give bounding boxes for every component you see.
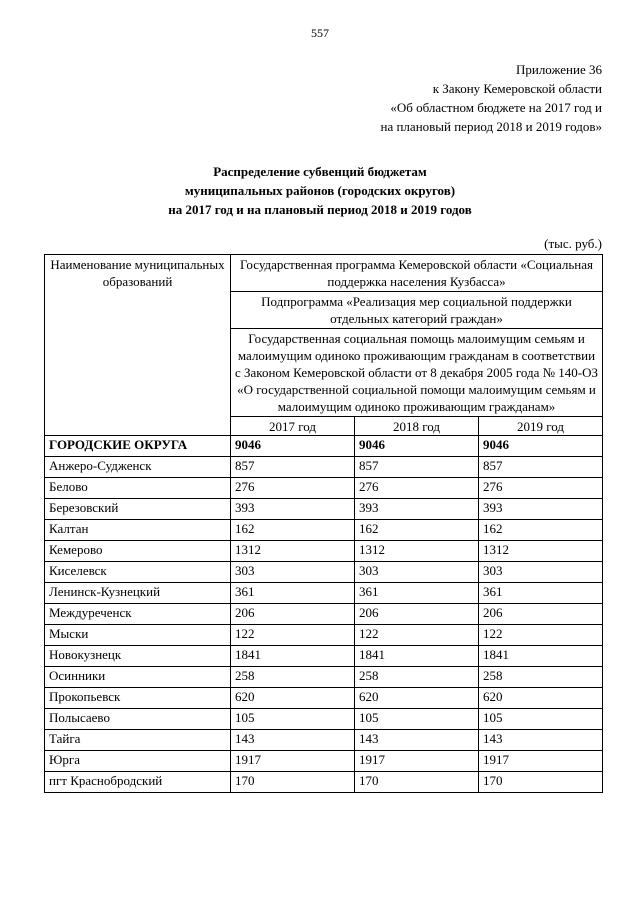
value-2019: 105 [479,709,603,730]
value-2017: 303 [231,562,355,583]
value-2019: 122 [479,625,603,646]
value-2018: 143 [355,730,479,751]
municipality-name: ГОРОДСКИЕ ОКРУГА [45,436,231,457]
subsidy-table [44,254,603,793]
value-2018: 620 [355,688,479,709]
value-2017: 1917 [231,751,355,772]
appendix-reference [381,60,603,136]
value-2019: 170 [479,772,603,793]
value-2019: 620 [479,688,603,709]
value-2017: 206 [231,604,355,625]
value-2017: 105 [231,709,355,730]
value-2018: 276 [355,478,479,499]
value-2019: 258 [479,667,603,688]
value-2018: 361 [355,583,479,604]
value-2019: 9046 [479,436,603,457]
value-2017: 276 [231,478,355,499]
column-header-2017: 2017 год [231,417,355,436]
municipality-name: Междуреченск [45,604,231,625]
page-number: 557 [311,26,329,40]
title-line: на 2017 год и на плановый период 2018 и 2019 годов [168,202,472,217]
column-header-municipality: Наименование муниципальных образований [45,255,231,436]
table-row [45,646,603,667]
value-2018: 162 [355,520,479,541]
title-line: муниципальных районов (городских округов) [184,183,456,198]
value-2019: 303 [479,562,603,583]
value-2019: 857 [479,457,603,478]
table-row [45,604,603,625]
table-row [45,772,603,793]
municipality-name: Березовский [45,499,231,520]
table-row [45,688,603,709]
value-2017: 857 [231,457,355,478]
header-subprogram: Подпрограмма «Реализация мер социальной поддержки отдельных категорий граждан» [231,292,603,329]
units-label: (тыс. руб.) [544,236,602,251]
appendix-line: Приложение 36 [515,62,602,77]
value-2019: 1312 [479,541,603,562]
value-2019: 1917 [479,751,603,772]
table-row [45,667,603,688]
value-2018: 857 [355,457,479,478]
table-row [45,541,603,562]
value-2017: 1312 [231,541,355,562]
value-2018: 1917 [355,751,479,772]
municipality-name: Киселевск [45,562,231,583]
value-2018: 170 [355,772,479,793]
appendix-line: к Закону Кемеровской области [432,81,602,96]
header-measure: Государственная социальная помощь малоимущим семьям и малоимущим одиноко проживающим гражданам в соответствии с Законом Кемеровской области от 8 декабря 2005 года № 140-ОЗ «О государственной социальной помощи малоимущим семьям и малоимущим одиноко проживающим гражданам» [231,329,603,417]
table-row [45,583,603,604]
value-2017: 258 [231,667,355,688]
value-2018: 1841 [355,646,479,667]
value-2018: 258 [355,667,479,688]
table-row [45,478,603,499]
value-2017: 122 [231,625,355,646]
value-2018: 1312 [355,541,479,562]
column-header-2019: 2019 год [479,417,603,436]
municipality-name: Калтан [45,520,231,541]
value-2017: 361 [231,583,355,604]
value-2019: 361 [479,583,603,604]
table-row [45,751,603,772]
value-2017: 620 [231,688,355,709]
municipality-name: Мыски [45,625,231,646]
table-row [45,499,603,520]
municipality-name: Белово [45,478,231,499]
table-row [45,730,603,751]
document-title [0,162,640,219]
value-2018: 206 [355,604,479,625]
municipality-name: Новокузнецк [45,646,231,667]
value-2017: 9046 [231,436,355,457]
value-2019: 393 [479,499,603,520]
municipality-name: Полысаево [45,709,231,730]
table-row [45,520,603,541]
municipality-name: Юрга [45,751,231,772]
appendix-line: на плановый период 2018 и 2019 годов» [380,119,602,134]
value-2017: 143 [231,730,355,751]
municipality-name: Кемерово [45,541,231,562]
table-body [45,436,603,793]
municipality-name: пгт Краснобродский [45,772,231,793]
value-2019: 206 [479,604,603,625]
value-2018: 303 [355,562,479,583]
value-2018: 9046 [355,436,479,457]
value-2019: 1841 [479,646,603,667]
value-2017: 1841 [231,646,355,667]
table-row [45,562,603,583]
value-2019: 276 [479,478,603,499]
table-row [45,625,603,646]
value-2018: 393 [355,499,479,520]
value-2018: 122 [355,625,479,646]
column-header-2018: 2018 год [355,417,479,436]
value-2019: 143 [479,730,603,751]
table-row [45,436,603,457]
municipality-name: Осинники [45,667,231,688]
table-row [45,457,603,478]
municipality-name: Ленинск-Кузнецкий [45,583,231,604]
title-line: Распределение субвенций бюджетам [213,164,427,179]
municipality-name: Анжеро-Судженск [45,457,231,478]
municipality-name: Тайга [45,730,231,751]
value-2017: 162 [231,520,355,541]
municipality-name: Прокопьевск [45,688,231,709]
value-2018: 105 [355,709,479,730]
appendix-line: «Об областном бюджете на 2017 год и [390,100,602,115]
value-2017: 393 [231,499,355,520]
header-program: Государственная программа Кемеровской области «Социальная поддержка населения Кузбасса» [231,255,603,292]
value-2019: 162 [479,520,603,541]
table-row [45,709,603,730]
value-2017: 170 [231,772,355,793]
